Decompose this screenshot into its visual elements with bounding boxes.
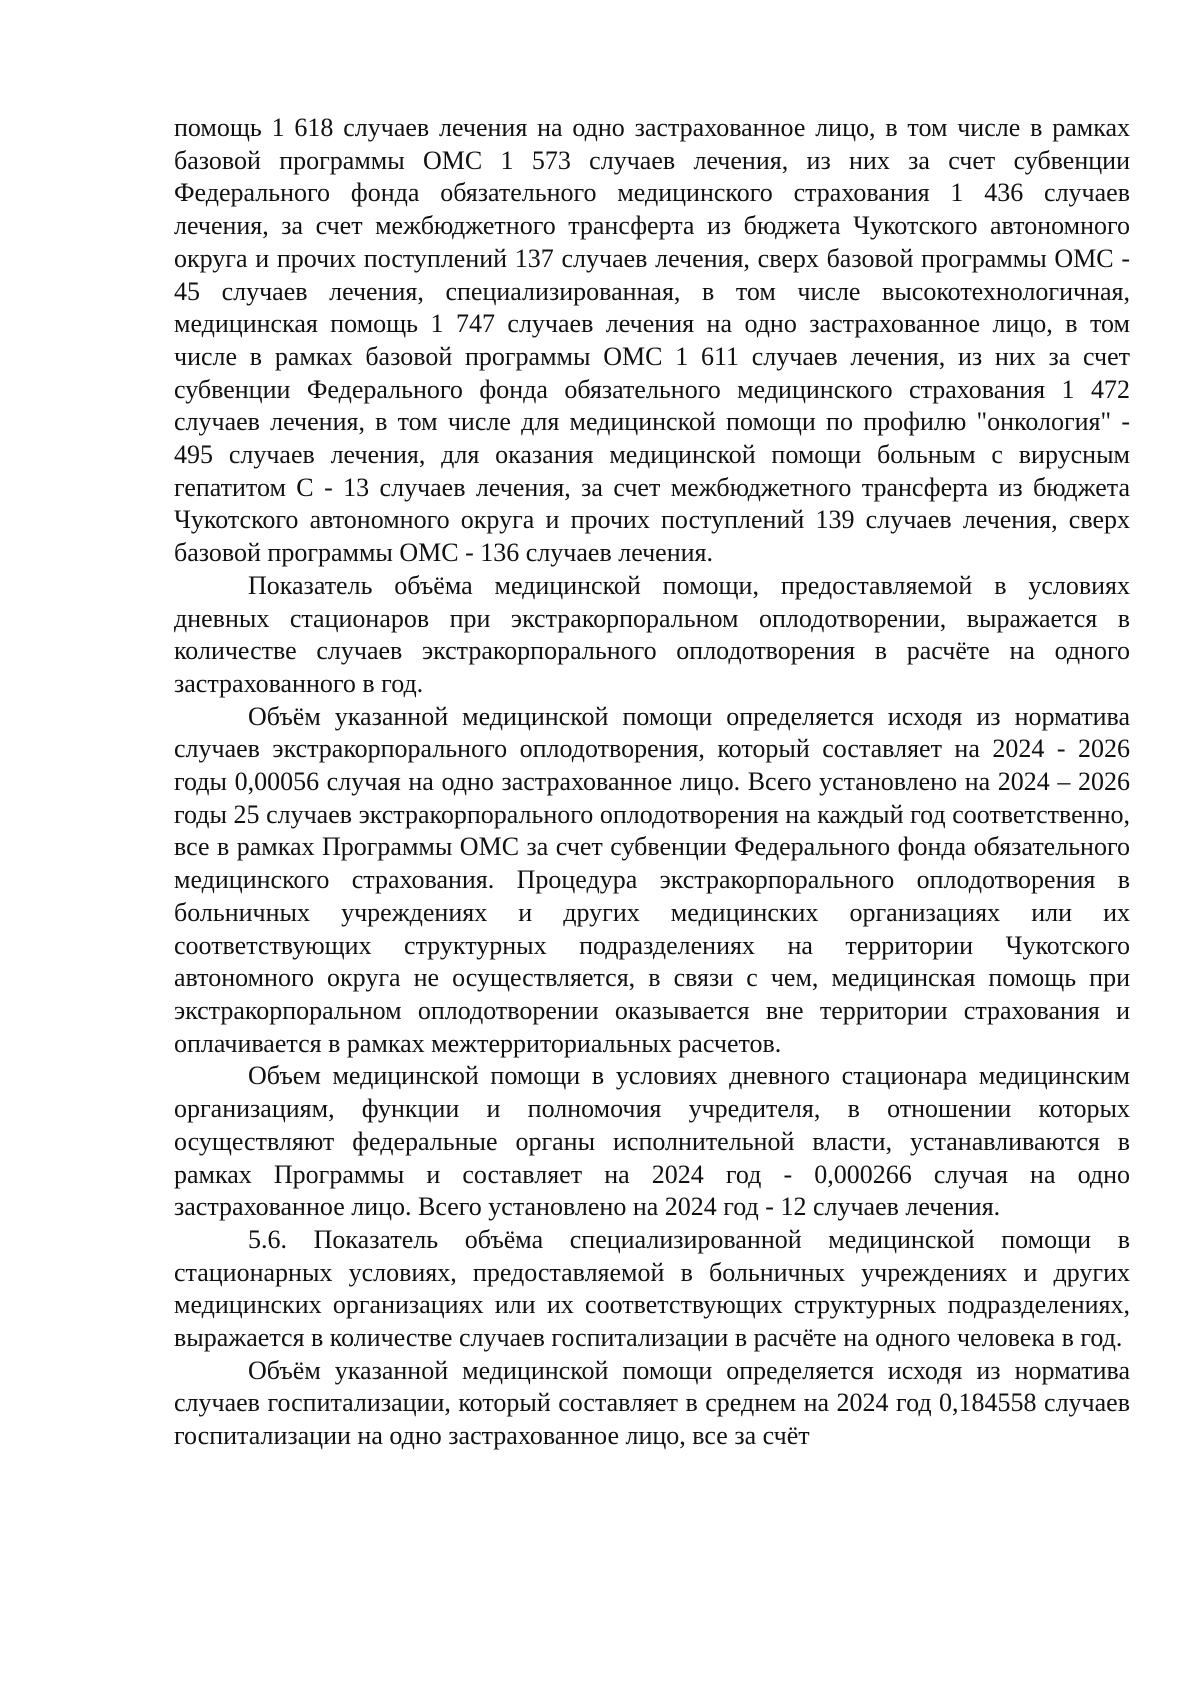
paragraph-1: помощь 1 618 случаев лечения на одно застрахованное лицо, в том числе в рамках базовой программы ОМС 1 573 случаев лечения, из них за счет субвенции Федерального фонда обязательного медицинского страхования 1 436 случаев лечения, за счет межбюджетного трансферта из бюджета Чукотского автономного округа и прочих поступлений 137 случаев лечения, сверх базовой программы ОМС - 45 случаев лечения, специализированная, в том числе высокотехнологичная, медицинская помощь 1 747 случаев лечения на одно застрахованное лицо, в том числе в рамках базовой программы ОМС 1 611 случаев лечения, из них за счет субвенции Федерального фонда обязательного медицинского страхования 1 472 случаев лечения, в том числе для медицинской помощи по профилю "онкология" - 495 случаев лечения, для оказания медицинской помощи больным с вирусным гепатитом С - 13 случаев лечения, за счет межбюджетного трансферта из бюджета Чукотского автономного округа и прочих поступлений 139 случаев лечения, сверх базовой программы ОМС - 136 случаев лечения. bbox=[174, 113, 1130, 568]
paragraph-5: 5.6. Показатель объёма специализированной медицинской помощи в стационарных условиях, предоставляемой в больничных учреждениях и других медицинских организациях или их соответствующих структурных подразделениях, выражается в количестве случаев госпитализации в расчёте на одного человека в год. bbox=[174, 1224, 1130, 1353]
paragraph-3: Объём указанной медицинской помощи определяется исходя из норматива случаев экстракорпорального оплодотворения, который составляет на 2024 - 2026 годы 0,00056 случая на одно застрахованное лицо. Всего установлено на 2024 – 2026 годы 25 случаев экстракорпорального оплодотворения на каждый год соответственно, все в рамках Программы ОМС за счет субвенции Федерального фонда обязательного медицинского страхования. Процедура экстракорпорального оплодотворения в больничных учреждениях и других медицинских организациях или их соответствующих структурных подразделениях на территории Чукотского автономного округа не осуществляется, в связи с чем, медицинская помощь при экстракорпоральном оплодотворении оказывается вне территории страхования и оплачивается в рамках межтерриториальных расчетов. bbox=[174, 701, 1130, 1058]
paragraph-6: Объём указанной медицинской помощи определяется исходя из норматива случаев госпитализации, который составляет в среднем на 2024 год 0,184558 случаев госпитализации на одно застрахованное лицо, все за счёт bbox=[174, 1355, 1130, 1451]
document-page bbox=[174, 112, 1130, 1453]
paragraph-4: Объем медицинской помощи в условиях дневного стационара медицинским организациям, функции и полномочия учредителя, в отношении которых осуществляют федеральные органы исполнительной власти, устанавливаются в рамках Программы и составляет на 2024 год - 0,000266 случая на одно застрахованное лицо. Всего установлено на 2024 год - 12 случаев лечения. bbox=[174, 1061, 1130, 1222]
paragraph-2: Показатель объёма медицинской помощи, предоставляемой в условиях дневных стационаров при экстракорпоральном оплодотворении, выражается в количестве случаев экстракорпорального оплодотворения в расчёте на одного застрахованного в год. bbox=[174, 570, 1130, 698]
